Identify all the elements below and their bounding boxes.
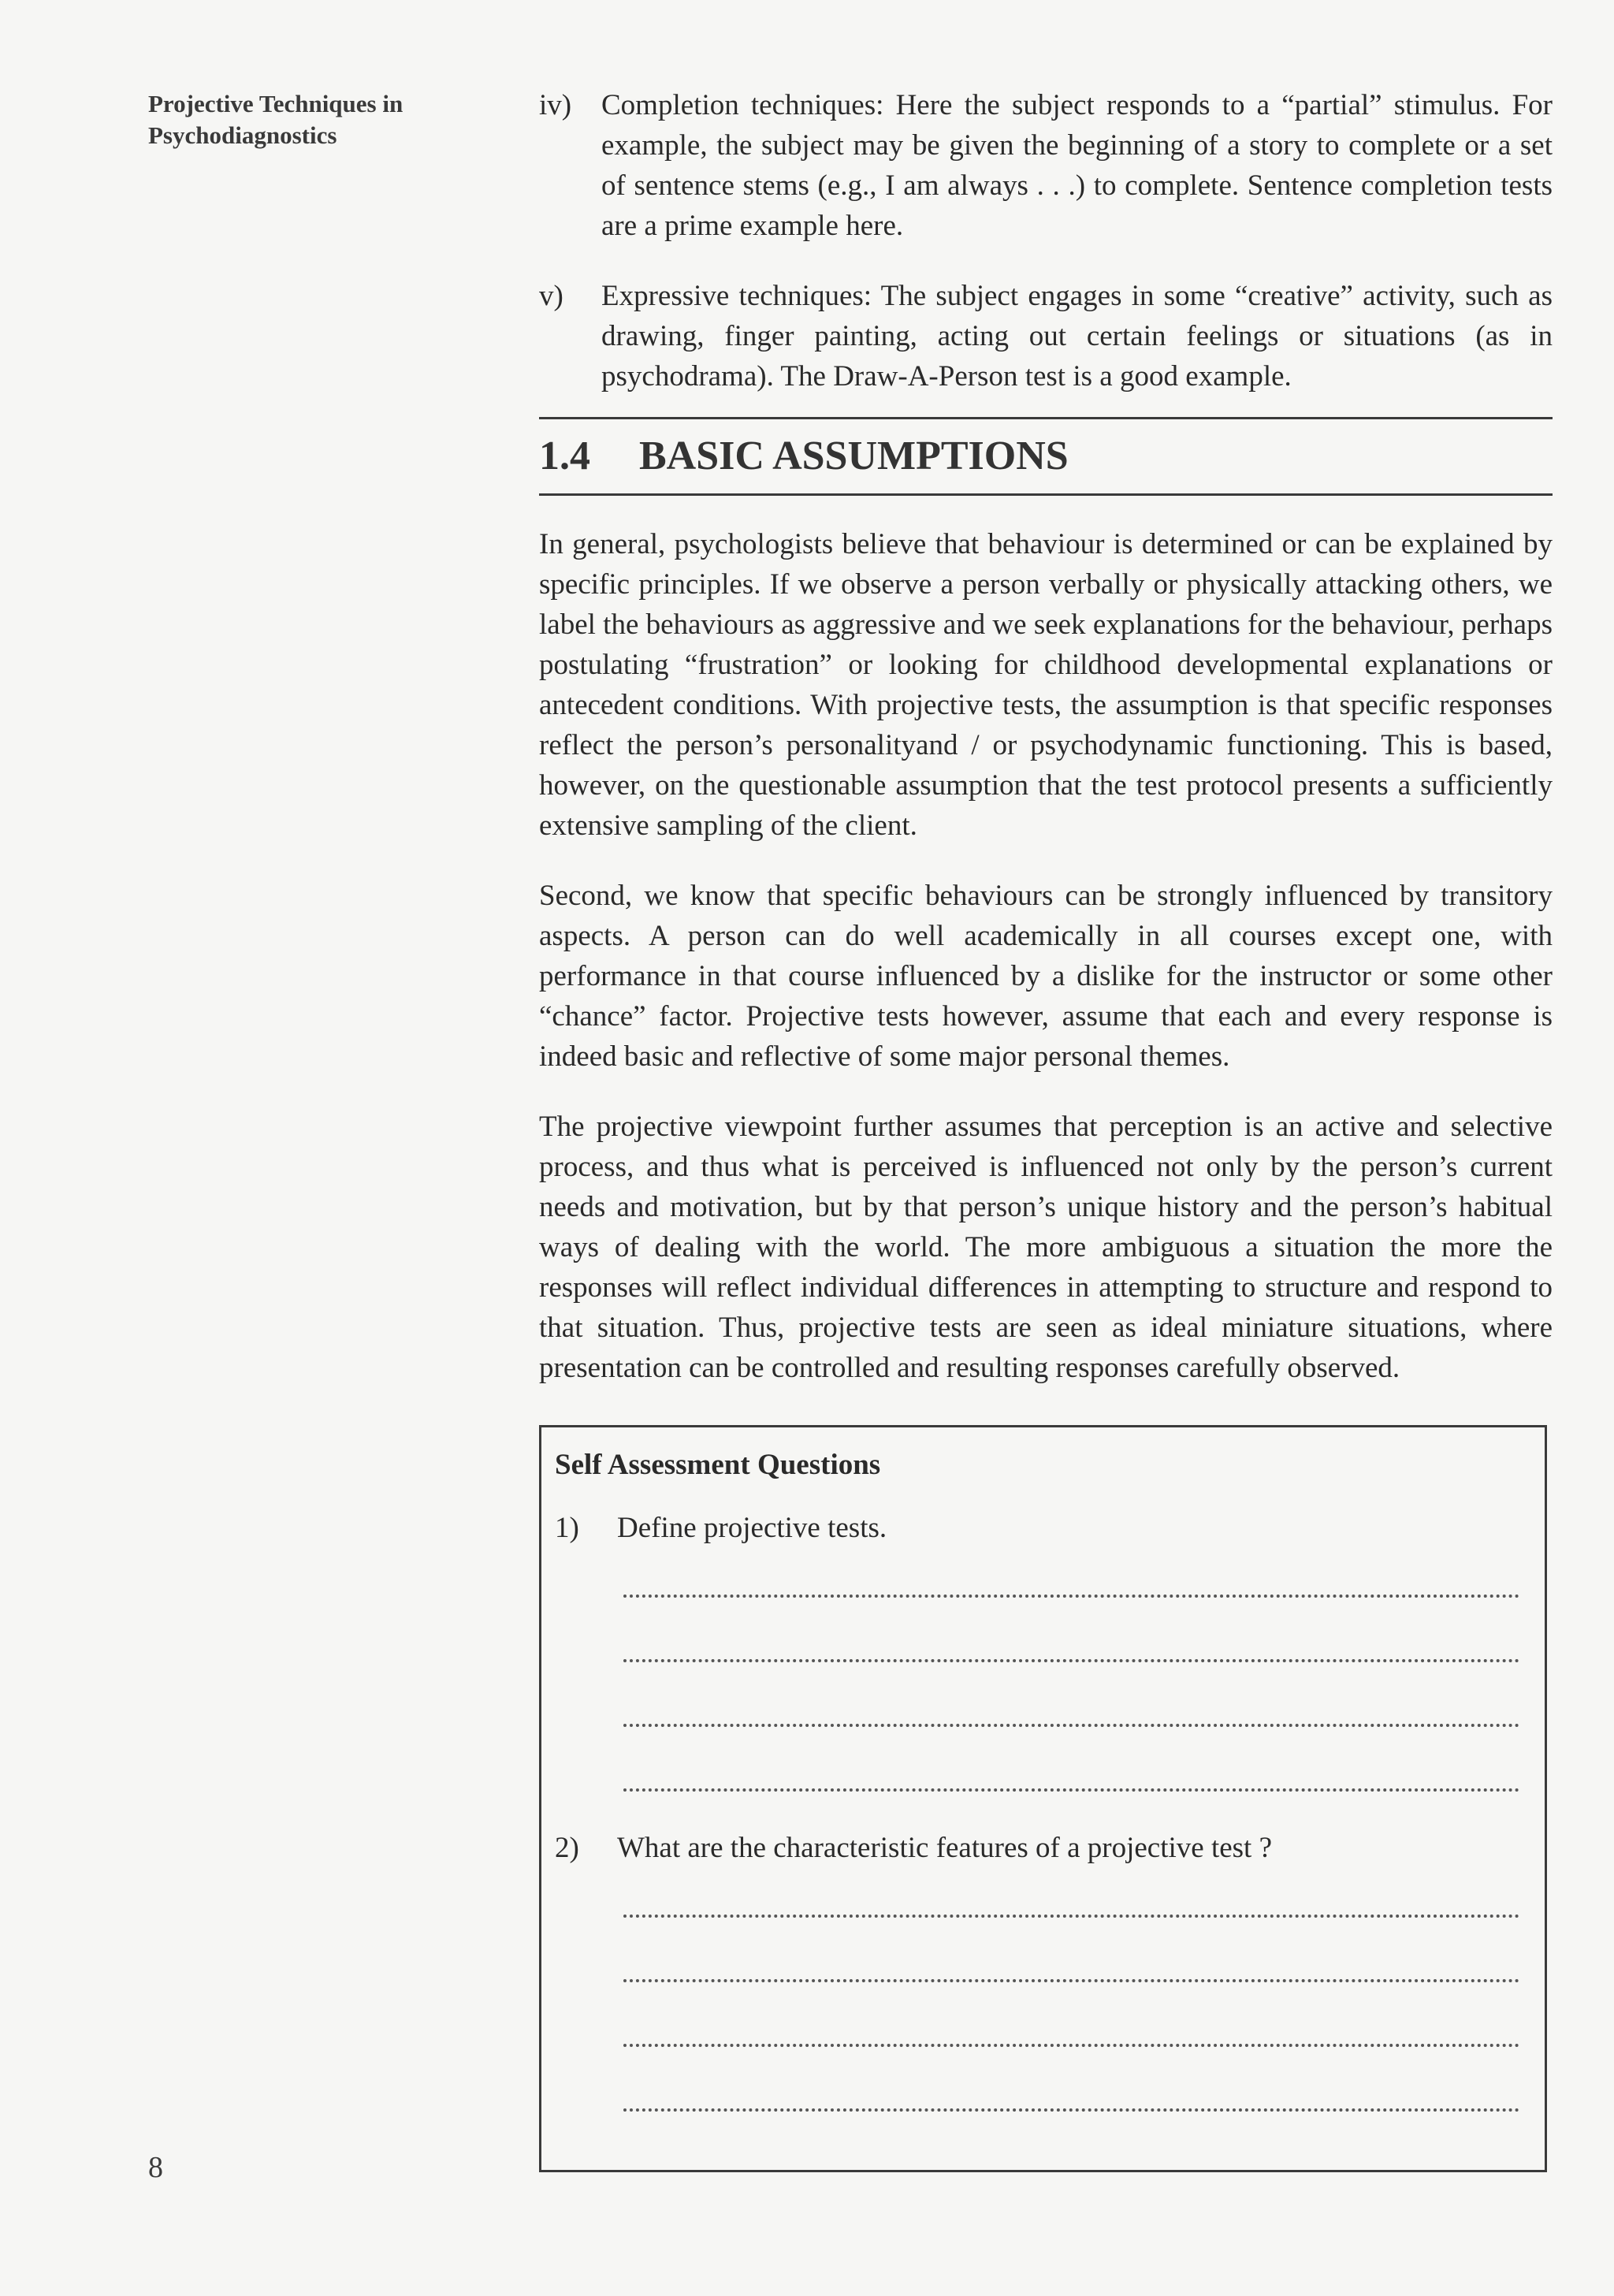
section-heading (539, 419, 1553, 496)
answer-line[interactable] (623, 1595, 1519, 1598)
list-item (539, 276, 1553, 396)
paragraph: In general, psychologists believe that behaviour is determined or can be explained by specific principles. If we observe a person verbally or physically attacking others, we label the behaviours as aggressive and we seek explanations for the behaviour, perhaps postulating “frustration” or looking for childhood developmental explanations or antecedent conditions. With projective tests, the assumption is that specific responses reflect the person’s personalityand / or psychodynamic functioning. This is based, however, on the questionable assumption that the test protocol presents a sufficiently extensive sampling of the client. (539, 528, 1553, 842)
question-number: 2) (555, 1832, 579, 1864)
main-content (539, 85, 1553, 1418)
list-item-text: Expressive techniques: The subject engages in some “creative” activity, such as drawing, finger painting, acting out certain feelings or situations (as in psychodrama). The Draw-A-Person test is a good example. (601, 280, 1553, 393)
running-head: Projective Techniques in Psychodiagnostics (148, 90, 404, 149)
paragraph: Second, we know that specific behaviours can be strongly influenced by transitory aspects. A person can do well academically in all courses except one, with performance in that course influenced by a dislike for the instructor or some other “chance” factor. Projective tests however, assume that each and every response is indeed basic and reflective of some major personal themes. (539, 880, 1553, 1073)
self-assessment-box (539, 1425, 1547, 2172)
page-number: 8 (148, 2151, 163, 2184)
answer-line[interactable] (623, 1659, 1519, 1662)
section-number: 1.4 (539, 434, 590, 478)
list-item-number: iv) (539, 89, 572, 121)
paragraph: The projective viewpoint further assumes that perception is an active and selective process, and thus what is perceived is influenced not only by the person’s current needs and motivation, but by that person’s unique history and the person’s habitual ways of dealing with the world. The more ambiguous a situation the more the responses will reflect individual differences in attempting to structure and respond to that situation. Thus, projective tests are seen as ideal miniature situations, where presentation can be controlled and resulting responses carefully observed. (539, 1111, 1553, 1384)
question-text: What are the characteristic features of a projective test ? (617, 1832, 1273, 1864)
list-item-number: v) (539, 280, 563, 312)
question-text: Define projective tests. (617, 1512, 887, 1544)
list-item (539, 85, 1553, 246)
answer-line[interactable] (623, 2044, 1519, 2047)
question-number: 1) (555, 1512, 579, 1544)
self-assessment-title: Self Assessment Questions (555, 1449, 881, 1481)
question-item (555, 1828, 1516, 1868)
list-item-text: Completion techniques: Here the subject responds to a “partial” stimulus. For example, the subject may be given the beginning of a story to complete or a set of sentence stems (e.g., I am always . . .) to complete. Sentence completion tests are a prime example here. (601, 89, 1553, 242)
answer-line[interactable] (623, 1788, 1519, 1792)
answer-line[interactable] (623, 1915, 1519, 1918)
question-item (555, 1508, 1516, 1548)
answer-line[interactable] (623, 1724, 1519, 1727)
answer-line[interactable] (623, 2108, 1519, 2112)
answer-line[interactable] (623, 1979, 1519, 1982)
section-title: BASIC ASSUMPTIONS (639, 434, 1069, 478)
